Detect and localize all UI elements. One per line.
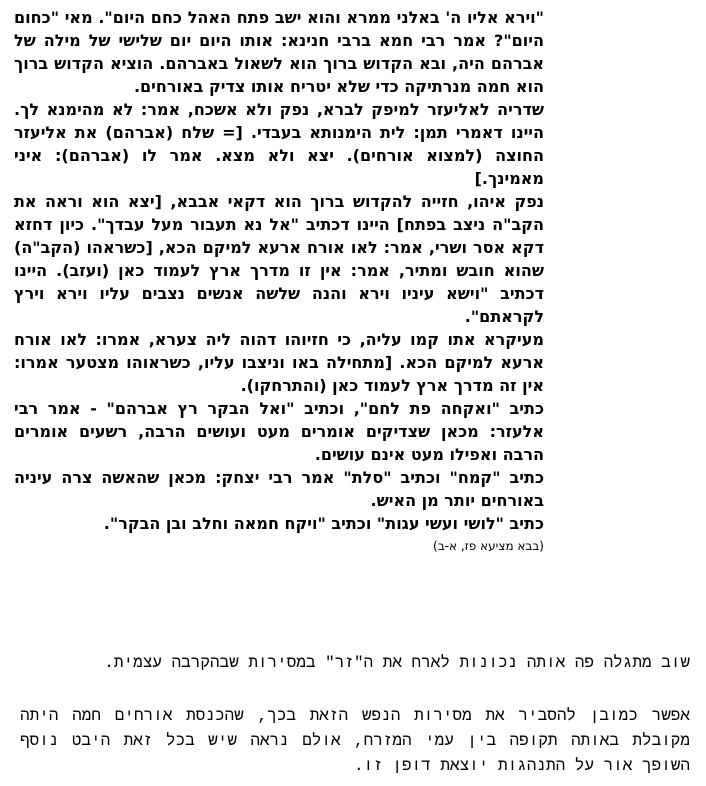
body-paragraph-2 — [20, 704, 690, 779]
body-paragraph: שוב מתגלה פה אותה נכונות לארח את ה"זר" במסירות שבהקרבה עצמית. — [104, 654, 690, 672]
quote-paragraph: "וירא אליו ה' באלני ממרא והוא ישב פתח האהל כחם היום". מאי "כחום היום"? אמר רבי חמא ברבי חנינא: אותו היום יום שלישי של מילה של אברהם היה, ובא הקדוש ברוך הוא לשאול באברהם. הוציא הקדוש ברוך הוא חמה מנרתיקה כדי שלא יטריח אותו צדיק באורחים. — [14, 8, 544, 96]
quote-source-citation: (בבא מציעא פז, א-ב) — [433, 539, 544, 553]
body-paragraph: אפשר כמובן להסביר את מסירות הנפש הזאת בכך, שהכנסת אורחים חמה היתה מקובלת באותה תקופה בין עמי המזרח, אולם נראה שיש בכל זאת היבט נוסף השופך אור על התנהגות יוצאת דופן זו. — [20, 707, 690, 775]
quote-paragraph: כתיב "ואקחה פת לחם", וכתיב "ואל הבקר רץ אברהם" - אמר רבי אלעזר: מכאן שצדיקים אומרים מעט ועושים הרבה, רשעים אומרים הרבה ואפילו מעט אינם עושים. — [14, 399, 544, 464]
body-paragraph-1 — [20, 651, 690, 676]
quote-paragraph: כתיב "לושי ועשי עגות" וכתיב "ויקח חמאה וחלב ובן הבקר". — [103, 514, 544, 533]
talmud-quote-block — [14, 6, 544, 555]
quote-paragraph: שדריה לאליעזר למיפק לברא, נפק ולא אשכח, אמר: לא מהימנא לך. היינו דאמרי תמן: לית הימנותא בעבדי. [= שלח (אברהם) את אליעזר החוצה (למצוא אורחים). יצא ולא מצא. אמר לו (אברהם): איני מאמינך.] — [14, 100, 544, 188]
quote-paragraph: כתיב "קמח" וכתיב "סלת" אמר רבי יצחק: מכאן שהאשה צרה עיניה באורחים יותר מן האיש. — [14, 468, 544, 510]
quote-paragraph: מעיקרא אתו קמו עליה, כי חזיוהו דהוה ליה צערא, אמרו: לאו אורח ארעא למיקם הכא. [מתחילה באו וניצבו עליו, כשראוהו מצטער אמרו: אין זה מדרך ארץ לעמוד כאן (והתרחקו). — [14, 330, 544, 395]
quote-paragraph: נפק איהו, חזייה להקדוש ברוך הוא דקאי אבבא, [יצא הוא וראה את הקב"ה ניצב בפתח] היינו דכתיב "אל נא תעבור מעל עבדך". כיון דחזא דקא אסר ושרי, אמר: לאו אורח ארעא למיקם הכא, [כשראהו (הקב"ה) שהוא חובש ומתיר, אמר: אין זו מדרך ארץ לעמוד כאן (ועזב). היינו דכתיב "וישא עיניו וירא והנה שלשה אנשים נצבים עליו וירא וירץ לקראתם". — [14, 192, 544, 326]
